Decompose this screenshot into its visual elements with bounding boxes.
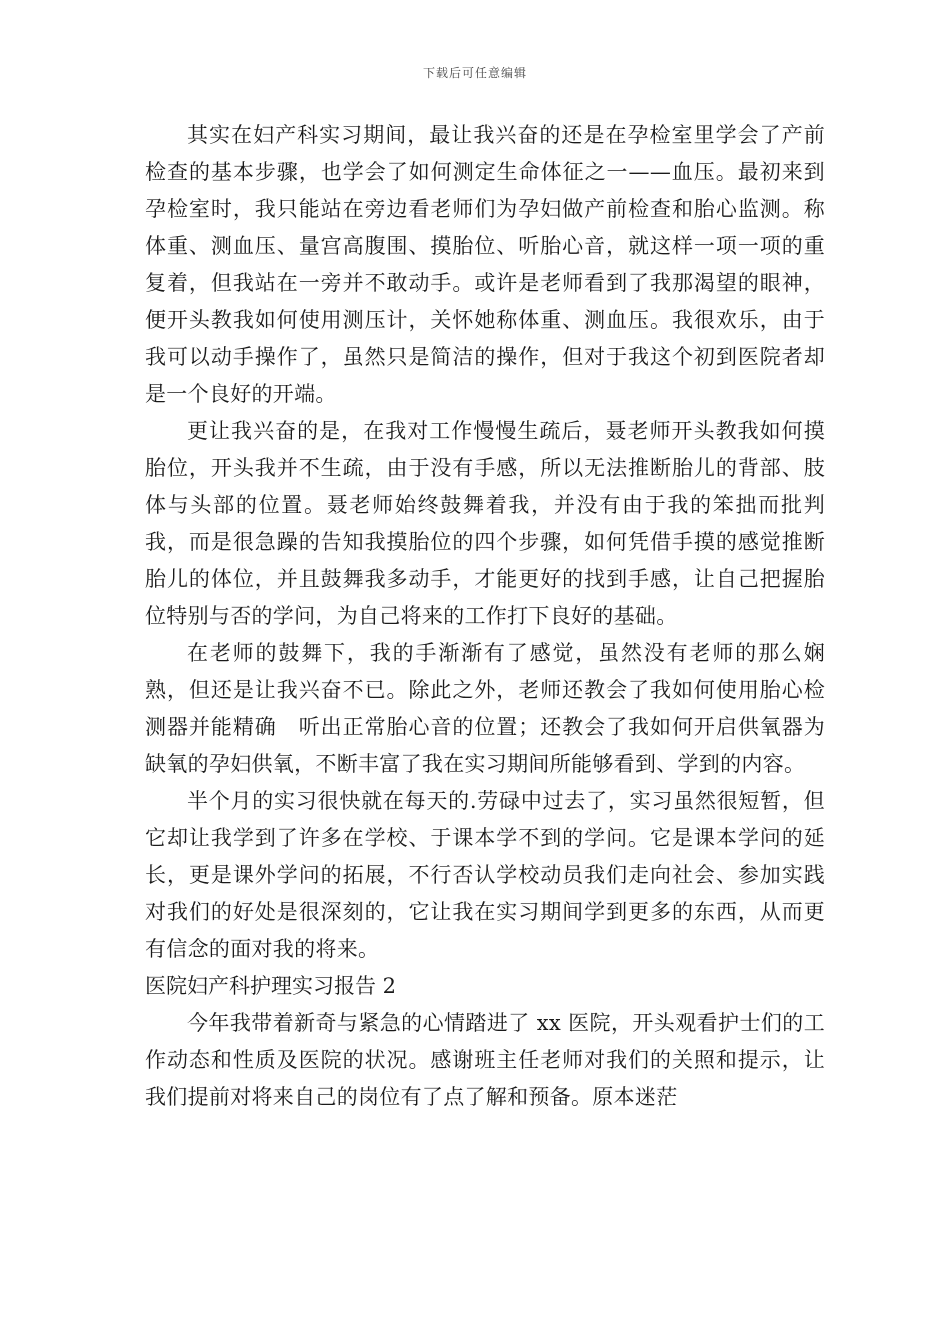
page-header: 下载后可任意编辑 — [422, 66, 527, 80]
paragraph-1: 其实在妇产科实习期间，最让我兴奋的还是在孕检室里学会了产前检查的基本步骤，也学会了如何测定生命体征之一——血压。最初来到孕检室时，我只能站在旁边看老师们为孕妇做产前检查和胎心监测。称体重、测血压、量宫高腹围、摸胎位、听胎心音，就这样一项一项的重复着，但我站在一旁并不敢动手。或许是老师看到了我那渴望的眼神，便开头教我如何使用测压计，关怀她称体重、测血压。我很欢乐，由于我可以动手操作了，虽然只是简洁的操作，但对于我这个初到医院者却是一个良好的开端。 — [145, 123, 825, 406]
paragraph-4: 半个月的实习很快就在每天的.劳碌中过去了，实习虽然很短暂，但它却让我学到了许多在学校、于课本学不到的学问。它是课本学问的延长，更是课外学问的拓展，不行否认学校动员我们走向社会、参加实践对我们的好处是很深刻的，它让我在实习期间学到更多的东西，从而更有信念的面对我的将来。 — [145, 789, 825, 961]
paragraph-3: 在老师的鼓舞下，我的手渐渐有了感觉，虽然没有老师的那么娴熟，但还是让我兴奋不已。除此之外，老师还教会了我如何使用胎心检测器并能精确 听出正常胎心音的位置；还教会了我如何开启供氧器为缺氧的孕妇供氧，不断丰富了我在实习期间所能够看到、学到的内容。 — [145, 641, 825, 776]
paragraph-5: 今年我带着新奇与紧急的心情踏进了 xx 医院，开头观看护士们的工作动态和性质及医院的状况。感谢班主任老师对我们的关照和提示，让我们提前对将来自己的岗位有了点了解和预备。原本迷茫 — [145, 1011, 825, 1109]
document-body — [145, 117, 825, 1116]
section-heading: 医院妇产科护理实习报告 2 — [145, 974, 397, 998]
paragraph-2: 更让我兴奋的是，在我对工作慢慢生疏后，聂老师开头教我如何摸胎位，开头我并不生疏，由于没有手感，所以无法推断胎儿的背部、肢体与头部的位置。聂老师始终鼓舞着我，并没有由于我的笨拙而批判我，而是很急躁的告知我摸胎位的四个步骤，如何凭借手摸的感觉推断胎儿的体位，并且鼓舞我多动手，才能更好的找到手感，让自己把握胎位特别与否的学问，为自己将来的工作打下良好的基础。 — [145, 419, 825, 628]
